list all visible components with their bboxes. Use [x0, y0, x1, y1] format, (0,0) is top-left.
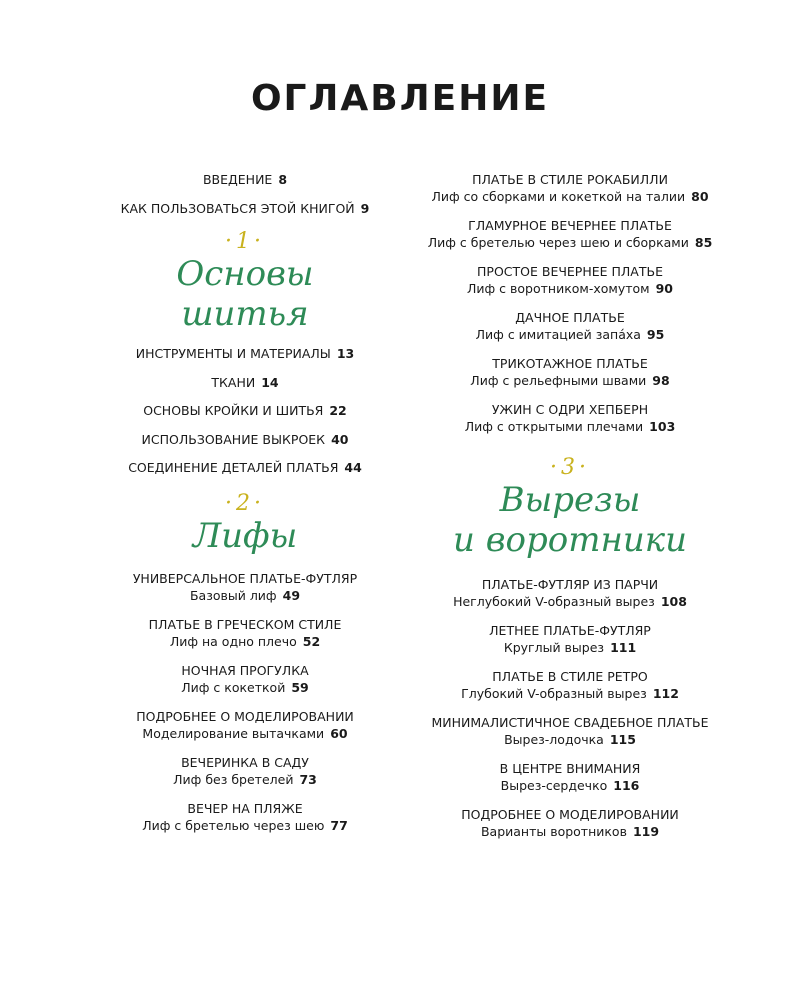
entry-subtitle: Лиф на одно плечо	[169, 634, 297, 649]
entry-subtitle: Варианты воротников	[480, 824, 627, 839]
entry-subtitle: Лиф с рельефными швами	[470, 373, 647, 388]
toc-entry[interactable]	[420, 668, 720, 702]
entry-subtitle: Лиф с бретелью через шею	[142, 818, 325, 833]
entry-subtitle: Лиф со сборками и кокеткой на талии	[431, 189, 686, 204]
entry-title: ВЕЧЕРИНКА В САДУ	[181, 755, 309, 770]
entry-page: 73	[299, 772, 317, 787]
entry-title: ПЛАТЬЕ В СТИЛЕ РЕТРО	[492, 669, 648, 684]
entry-title: ВЕЧЕР НА ПЛЯЖЕ	[187, 801, 303, 816]
entry-title: ИСПОЛЬЗОВАНИЕ ВЫКРОЕК	[141, 432, 326, 447]
entry-title: УНИВЕРСАЛЬНОЕ ПЛАТЬЕ-ФУТЛЯР	[132, 571, 358, 586]
entry-subtitle: Лиф без бретелей	[173, 772, 294, 787]
toc-entry[interactable]	[420, 760, 720, 794]
entry-title: ВВЕДЕНИЕ	[202, 172, 273, 187]
entry-title: СОЕДИНЕНИЕ ДЕТАЛЕЙ ПЛАТЬЯ	[128, 460, 339, 475]
entry-title: ПЛАТЬЕ В ГРЕЧЕСКОМ СТИЛЕ	[148, 617, 342, 632]
entry-subtitle: Лиф с кокеткой	[181, 680, 286, 695]
toc-entry[interactable]	[420, 263, 720, 297]
entry-page: 111	[610, 640, 637, 655]
toc-entry[interactable]	[110, 171, 380, 188]
toc-entry[interactable]	[420, 355, 720, 389]
toc-entry[interactable]	[110, 754, 380, 788]
entry-subtitle: Вырез-сердечко	[500, 778, 608, 793]
toc-entry[interactable]	[420, 309, 720, 343]
entry-title: ПОДРОБНЕЕ О МОДЕЛИРОВАНИИ	[136, 709, 354, 724]
chapter-number: ·3·	[550, 455, 590, 480]
chapter-title-line1: Основы	[176, 254, 314, 294]
entry-title: НОЧНАЯ ПРОГУЛКА	[181, 663, 309, 678]
toc-entry[interactable]	[110, 459, 380, 476]
entry-title: УЖИН С ОДРИ ХЕПБЕРН	[491, 402, 649, 417]
chapter-title-line1: Вырезы	[499, 480, 641, 520]
chapter-title-line2: и воротники	[453, 520, 687, 560]
entry-title: КАК ПОЛЬЗОВАТЬСЯ ЭТОЙ КНИГОЙ	[120, 201, 355, 216]
toc-entry[interactable]	[110, 662, 380, 696]
entry-subtitle: Глубокий V-образный вырез	[461, 686, 647, 701]
entry-page: 77	[330, 818, 348, 833]
entry-page: 108	[660, 594, 687, 609]
entry-page: 59	[291, 680, 309, 695]
entry-page: 13	[336, 346, 355, 361]
toc-entry[interactable]	[110, 616, 380, 650]
entry-page: 44	[344, 460, 362, 475]
entry-title: МИНИМАЛИСТИЧНОЕ СВАДЕБНОЕ ПЛАТЬЕ	[431, 715, 709, 730]
entry-page: 90	[655, 281, 673, 296]
entry-title: ГЛАМУРНОЕ ВЕЧЕРНЕЕ ПЛАТЬЕ	[468, 218, 672, 233]
entry-title: ПОДРОБНЕЕ О МОДЕЛИРОВАНИИ	[461, 807, 679, 822]
entry-subtitle: Вырез-лодочка	[504, 732, 604, 747]
entry-page: 98	[652, 373, 670, 388]
chapter-1-heading	[110, 230, 380, 334]
toc-entry[interactable]	[420, 576, 720, 610]
entry-page: 119	[632, 824, 660, 839]
toc-entry[interactable]	[110, 345, 380, 362]
toc-entry[interactable]	[420, 622, 720, 656]
entry-page: 14	[261, 375, 279, 390]
entry-page: 40	[331, 432, 349, 447]
entry-page: 116	[613, 778, 640, 793]
entry-subtitle: Неглубокий V-образный вырез	[453, 594, 655, 609]
toc-entry[interactable]	[420, 217, 720, 251]
entry-subtitle: Круглый вырез	[503, 640, 605, 655]
entry-subtitle: Лиф с имитацией запáха	[475, 327, 641, 342]
entry-title: ТКАНИ	[211, 375, 256, 390]
entry-title: ДАЧНОЕ ПЛАТЬЕ	[515, 310, 625, 325]
chapter-number: ·2·	[225, 491, 265, 516]
entry-page: 22	[329, 403, 347, 418]
toc-entry[interactable]	[110, 708, 380, 742]
entry-subtitle: Лиф с воротником-хомутом	[467, 281, 650, 296]
entry-page: 8	[278, 172, 288, 187]
entry-subtitle: Базовый лиф	[189, 588, 277, 603]
chapter-number: ·1·	[225, 229, 265, 254]
entry-title: ТРИКОТАЖНОЕ ПЛАТЬЕ	[492, 356, 648, 371]
entry-page: 52	[302, 634, 321, 649]
toc-entry[interactable]	[110, 374, 380, 391]
entry-page: 85	[694, 235, 713, 250]
entry-title: ОСНОВЫ КРОЙКИ И ШИТЬЯ	[143, 403, 324, 418]
entry-page: 115	[609, 732, 636, 747]
entry-page: 112	[652, 686, 679, 701]
entry-page: 80	[691, 189, 709, 204]
entry-page: 9	[360, 201, 370, 216]
entry-page: 95	[646, 327, 665, 342]
entry-page: 103	[649, 419, 676, 434]
toc-entry[interactable]	[110, 800, 380, 834]
entry-title: ЛЕТНЕЕ ПЛАТЬЕ-ФУТЛЯР	[489, 623, 651, 638]
entry-title: ПЛАТЬЕ-ФУТЛЯР ИЗ ПАРЧИ	[481, 577, 659, 592]
entry-page: 49	[282, 588, 301, 603]
entry-title: ПЛАТЬЕ В СТИЛЕ РОКАБИЛЛИ	[472, 172, 668, 187]
page-title: ОГЛАВЛЕНИЕ	[250, 78, 550, 119]
entry-title: ИНСТРУМЕНТЫ И МАТЕРИАЛЫ	[135, 346, 331, 361]
entry-page: 60	[330, 726, 348, 741]
entry-subtitle: Лиф с бретелью через шею и сборками	[427, 235, 689, 250]
chapter-title-line2: шитья	[181, 294, 309, 334]
toc-entry[interactable]	[420, 714, 720, 748]
chapter-title-line1: Лифы	[192, 516, 298, 556]
entry-title: В ЦЕНТРЕ ВНИМАНИЯ	[499, 761, 641, 776]
toc-entry[interactable]	[110, 402, 380, 419]
chapter-2-heading	[110, 492, 380, 556]
chapter-3-heading	[420, 456, 720, 560]
entry-subtitle: Лиф с открытыми плечами	[464, 419, 644, 434]
toc-entry[interactable]	[420, 401, 720, 435]
toc-entry[interactable]	[420, 806, 720, 840]
entry-subtitle: Моделирование вытачками	[142, 726, 325, 741]
toc-entry[interactable]	[110, 570, 380, 604]
entry-title: ПРОСТОЕ ВЕЧЕРНЕЕ ПЛАТЬЕ	[477, 264, 663, 279]
toc-entry[interactable]	[110, 200, 380, 217]
toc-entry[interactable]	[110, 431, 380, 448]
toc-entry[interactable]	[420, 171, 720, 205]
